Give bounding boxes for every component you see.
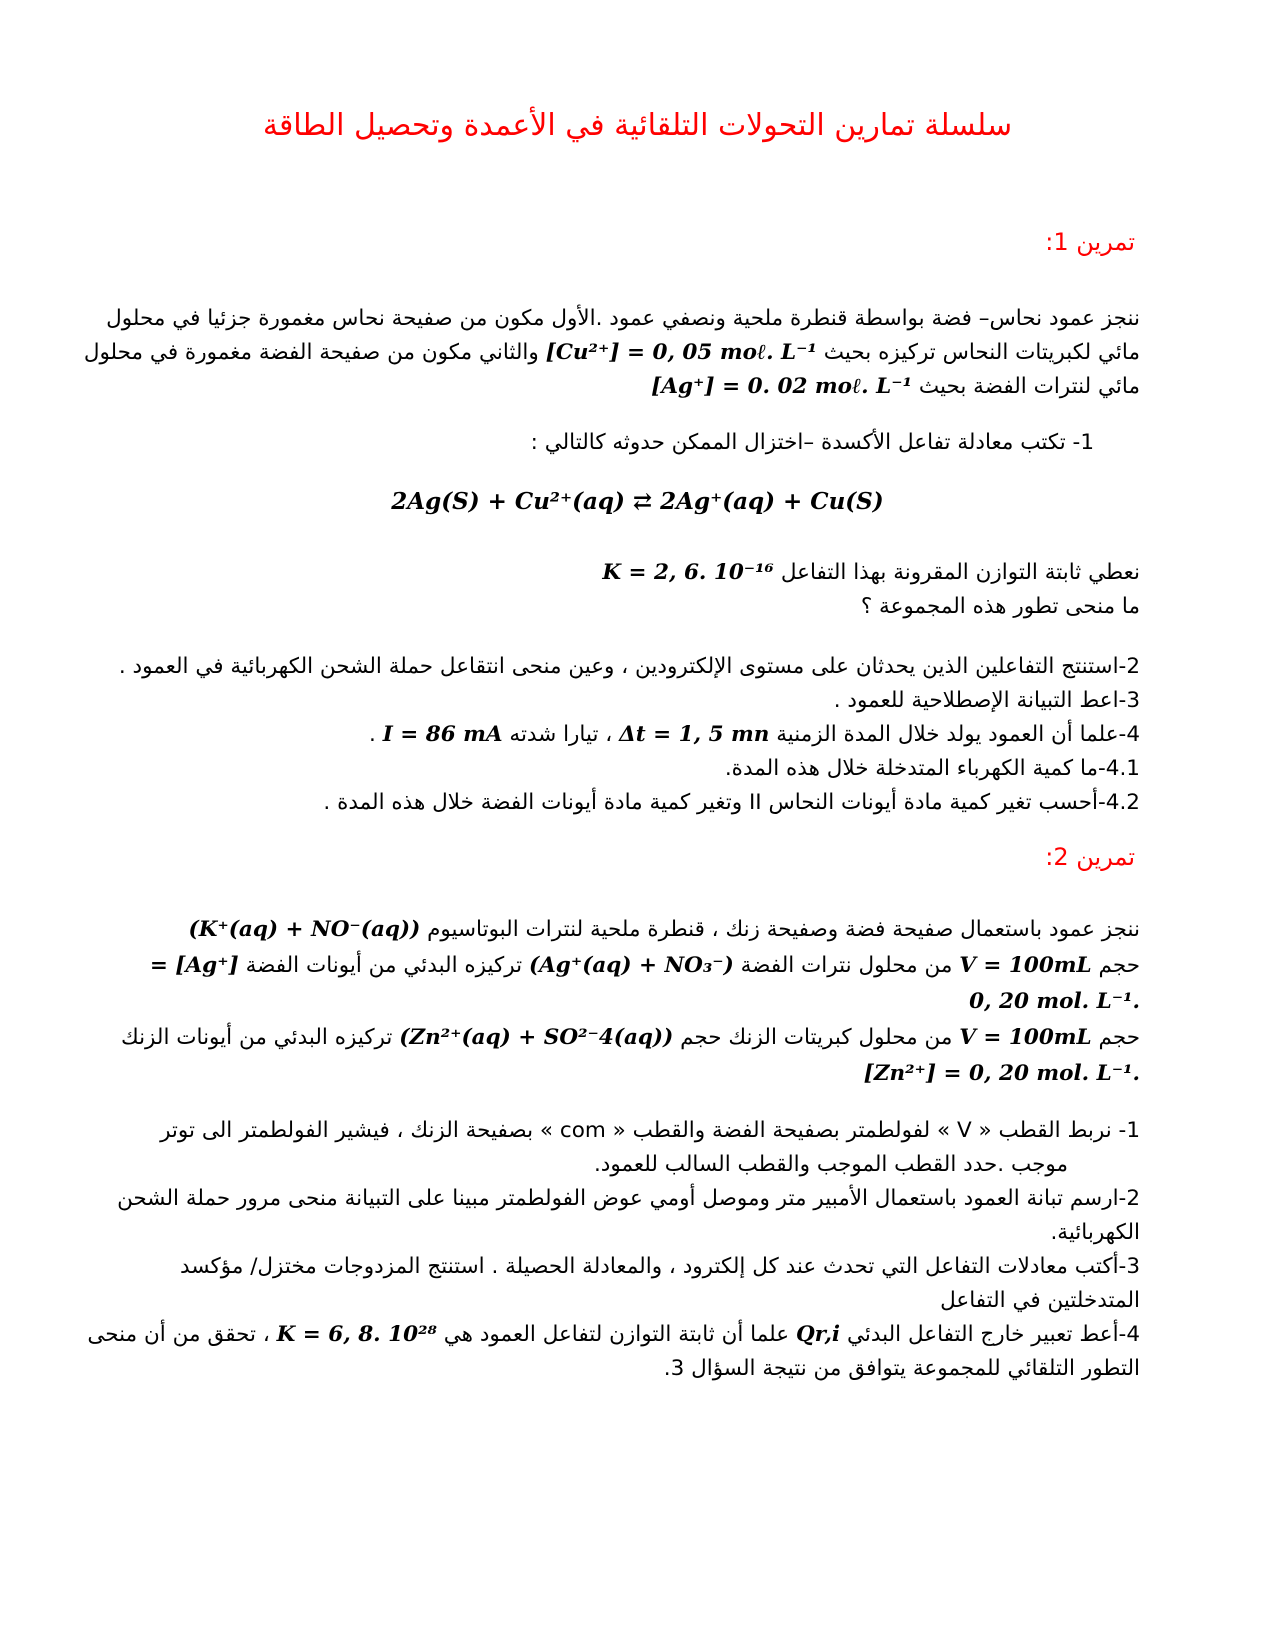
ex2-line-2: [80, 948, 1140, 984]
ex1-q4b: ، تيارا شدته: [509, 722, 613, 747]
ex1-question-4-2: 4.2-أحسب تغير كمية مادة أيونات النحاس II وتغير كمية مادة أيونات الفضة خلال هذه المدة .: [323, 790, 1140, 815]
ex1-intro-line-3: [80, 370, 1140, 404]
ex2-line-5: [80, 1056, 1140, 1092]
zinc-volume: V = 100mL: [959, 1025, 1092, 1050]
redox-equation: 2Ag(S) + Cu²⁺(aq) ⇄ 2Ag⁺(aq) + Cu(S): [391, 488, 884, 515]
ex1-question-2: 2-استنتج التفاعلين الذين يحدثان على مستوى الإلكترودين ، وعين منحى انتقاعل حملة الشحن الكهربائية في العمود .: [118, 654, 1140, 679]
salt-bridge-formula: (K⁺(aq) + NO⁻(aq)): [188, 917, 421, 942]
ex2-l4b: من محلول كبريتات الزنك حجم: [680, 1025, 953, 1050]
ex1-intro-line-1: ننجز عمود نحاس– فضة بواسطة قنطرة ملحية ونصفي عمود .الأول مكون من صفيحة نحاس مغمورة جزئيا في محلول: [106, 306, 1140, 331]
ex1-k-line: [80, 556, 1140, 590]
ex2-line-1: [80, 912, 1140, 948]
ex2-l2b: من محلول نترات الفضة: [740, 953, 953, 978]
ex1-intro-2b: والثاني مكون من صفيحة الفضة مغمورة في محلول: [83, 340, 539, 365]
ex2-question-4b: التطور التلقائي للمجموعة يتوافق من نتيجة السؤال 3.: [663, 1356, 1140, 1381]
exercise-2-intro: [80, 912, 1140, 1092]
exercise-2-heading: تمرين 2:: [1045, 843, 1135, 871]
equilibrium-constant: K = 2, 6. 10⁻¹⁶: [602, 560, 774, 585]
ex2-l1a: ننجز عمود باستعمال صفيحة فضة وصفيحة زنك ، قنطرة ملحية لنترات البوتاسيوم: [427, 917, 1140, 942]
ex1-intro-3a: مائي لنترات الفضة بحيث: [918, 374, 1140, 399]
ex1-question-4-1: 4.1-ما كمية الكهرباء المتدخلة خلال هذه المدة.: [724, 756, 1140, 781]
ex2-question-3a: 3-أكتب معادلات التفاعل التي تحدث عند كل إلكترود ، والمعادلة الحصيلة . استنتج المزدوجات مختزل/ مؤكسد: [180, 1254, 1140, 1279]
silver-ion-symbol: = [Ag⁺]: [149, 953, 239, 978]
ex2-question-1a: 1- نربط القطب « V » لفولطمتر بصفيحة الفضة والقطب « com » بصفيحة الزنك ، فيشير الفولطمتر الى توتر: [160, 1118, 1140, 1143]
ex2-question-1b: موجب .حدد القطب الموجب والقطب السالب للعمود.: [593, 1152, 1068, 1177]
ex1-question-1: 1- تكتب معادلة تفاعل الأكسدة –اختزال الممكن حدوثه كالتالي :: [530, 430, 1094, 455]
current-value: I = 86 mA: [382, 722, 503, 747]
ex1-question-3: 3-اعط التبيانة الإصطلاحية للعمود .: [833, 688, 1140, 713]
ex1-q4a: 4-علما أن العمود يولد خلال المدة الزمنية: [776, 722, 1140, 747]
silver-volume: V = 100mL: [959, 953, 1092, 978]
copper-concentration: [Cu²⁺] = 0, 05 moℓ. L⁻¹: [545, 340, 817, 365]
ex1-intro-2a: مائي لكبريتات النحاس تركيزه بحيث: [823, 340, 1140, 365]
ex2-questions: [80, 1114, 1140, 1386]
duration-value: Δt = 1, 5 mn: [619, 722, 770, 747]
page-title: سلسلة تمارين التحولات التلقائية في الأعمدة وتحصيل الطاقة: [262, 108, 1013, 143]
ex2-q4a: 4-أعط تعبير خارج التفاعل البدئي: [846, 1322, 1140, 1347]
silver-nitrate-formula: (Ag⁺(aq) + NO₃⁻): [528, 953, 734, 978]
exercise-1-heading: تمرين 1:: [1045, 228, 1135, 256]
zinc-sulfate-formula: (Zn²⁺(aq) + SO²⁻4(aq)): [399, 1025, 674, 1050]
ex1-k-text: نعطي ثابتة التوازن المقرونة بهذا التفاعل: [780, 560, 1140, 585]
ex2-question-2a: 2-ارسم تبانة العمود باستعمال الأمبير متر وموصل أومي عوض الفولطمتر مبينا على التبيانة منحى مرور حملة الشحن: [117, 1186, 1140, 1211]
exercise-1-intro: [80, 302, 1140, 404]
ex2-line-3: [80, 984, 1140, 1020]
ex1-equilibrium: [80, 556, 1140, 624]
zinc-ion-concentration: [Zn²⁺] = 0, 20 mol. L⁻¹.: [863, 1061, 1140, 1086]
ex1-q4c: .: [369, 722, 376, 747]
ex2-l4c: تركيزه البدئي من أيونات الزنك: [120, 1025, 393, 1050]
ex2-l2c: تركيزه البدئي من أيونات الفضة: [245, 953, 523, 978]
ex2-question-2b: الكهربائية.: [1050, 1220, 1140, 1245]
ex1-question-4: [80, 718, 1140, 752]
silver-ion-concentration: 0, 20 mol. L⁻¹.: [969, 989, 1140, 1014]
ex1-questions: [80, 650, 1140, 820]
ex2-l2a: حجم: [1098, 953, 1140, 978]
ex2-l4a: حجم: [1098, 1025, 1140, 1050]
ex2-q4c: ، تحقق من أن منحى: [87, 1322, 270, 1347]
ex2-question-4a: [80, 1318, 1140, 1352]
ex2-q4b: علما أن ثابتة التوازن لتفاعل العمود هي: [443, 1322, 790, 1347]
silver-concentration: [Ag⁺] = 0. 02 moℓ. L⁻¹: [651, 374, 913, 399]
ex2-line-4: [80, 1020, 1140, 1056]
ex1-k-question: ما منحى تطور هذه المجموعة ؟: [860, 594, 1140, 619]
cell-equilibrium-constant: K = 6, 8. 10²⁸: [276, 1322, 437, 1347]
ex1-intro-line-2: [80, 336, 1140, 370]
ex2-question-3b: المتدخلتين في التفاعل: [940, 1288, 1140, 1313]
initial-reaction-quotient: Qr,i: [795, 1322, 841, 1347]
